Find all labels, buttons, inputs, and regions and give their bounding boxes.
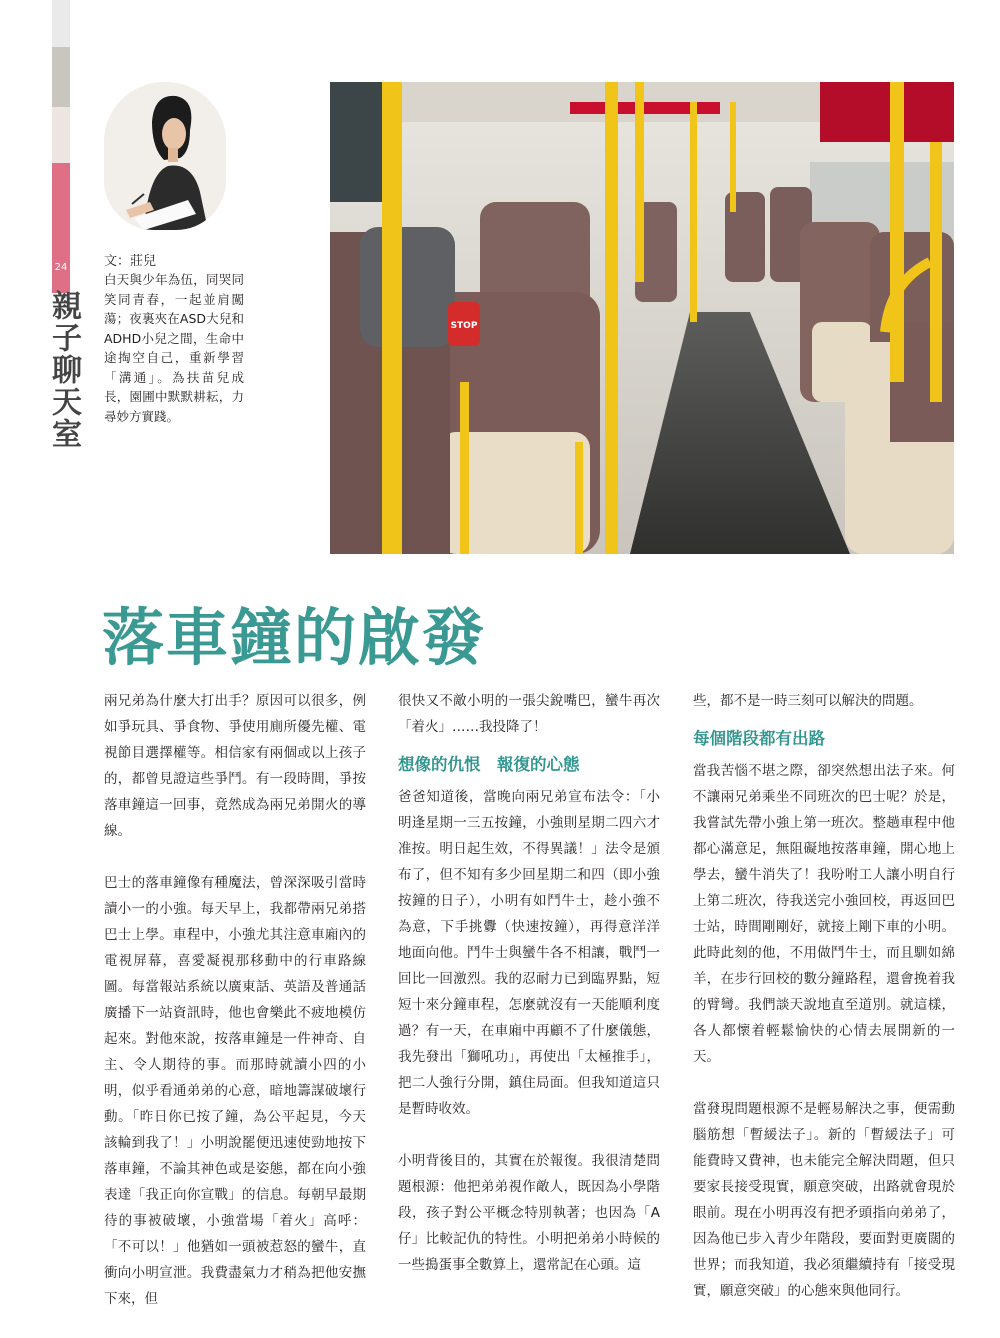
color-strip-pale — [52, 107, 70, 163]
author-portrait — [104, 82, 226, 230]
author-bio: 白天與少年為伍，同哭同笑同青春，一起並肩闖蕩；夜裏夾在ASD大兒和ADHD小兒之間，生命中途掏空自己，重新學習「溝通」。為扶苗兒成長，園圃中默默耕耘，力尋妙方實踐。 — [104, 272, 244, 424]
color-strip-olive — [52, 47, 70, 107]
section-heading: 每個階段都有出路 — [693, 729, 825, 748]
paragraph: 很快又不敵小明的一張尖銳嘴巴，蠻牛再次「着火」……我投降了！ — [398, 693, 660, 735]
color-strip-grey — [52, 0, 70, 47]
stop-button-label: STOP — [450, 321, 478, 331]
article-column-1 — [104, 688, 366, 1338]
paragraph: 兩兄弟為什麼大打出手？原因可以很多，例如爭玩具、爭食物、爭使用廁所優先權、電視節目選擇權等。相信家有兩個或以上孩子的，都曾見證這些爭鬥。有一段時間，爭按落車鐘這一回事，竟然成為兩兄弟開火的導線。 — [104, 693, 366, 839]
paragraph: 當發現問題根源不是輕易解決之事，便需動腦筋想「暫緩法子」。新的「暫緩法子」可能費時又費神，也未能完全解決問題，但只要家長接受現實，願意突破，出路就會現於眼前。現在小明再沒有把矛頭指向弟弟了，因為他已步入青少年階段，要面對更廣闊的世界；而我知道，我必須繼續持有「接受現實，願意突破」的心態來與他同行。 — [693, 1101, 955, 1299]
paragraph: 巴士的落車鐘像有種魔法，曾深深吸引當時讀小一的小強。每天早上，我都帶兩兄弟搭巴士上學。車程中，小強尤其注意車廂內的電視屏幕，喜愛凝視那移動中的行車路線圖。每當報站系統以廣東話、英語及普通話廣播下一站資訊時，他也會樂此不疲地模仿起來。對他來說，按落車鐘是一件神奇、自主、令人期待的事。而那時就讀小四的小明，似乎看通弟弟的心意，暗地籌謀破壞行動。「昨日你已按了鐘，為公平起見，今天該輪到我了！」小明說罷便迅速使勁地按下落車鐘，不論其神色或是姿態，都在向小強表達「我正向你宣戰」的信息。每朝早最期待的事被破壞，小強當場「着火」高呼：「不可以！」他猶如一頭被惹怒的蠻牛，直衝向小明宣泄。我費盡氣力才稍為把他安撫下來，但 — [104, 875, 366, 1307]
article-column-3 — [693, 688, 955, 1330]
paragraph: 爸爸知道後，當晚向兩兄弟宣布法令：「小明逢星期一三五按鐘，小強則星期二四六才准按。明日起生效，不得異議！」法令是頒布了，但不知有多少回星期二和四（即小強按鐘的日子），小明有如鬥牛士，趁小強不為意，下手挑釁（快速按鐘），再得意洋洋地面向他。鬥牛士與蠻牛各不相讓，戰鬥一回比一回激烈。我的忍耐力已到臨界點，短短十來分鐘車程，怎麼就沒有一天能順利度過？有一天，在車廂中再顧不了什麼儀態，我先發出「獅吼功」，再使出「太極推手」，把二人強行分開，鎮住局面。但我知道這只是暫時收效。 — [398, 789, 660, 1117]
column-name: 親子聊天室 — [46, 290, 81, 450]
bus-interior-illustration — [330, 82, 954, 554]
color-strip-pink-bottom — [52, 255, 70, 293]
paragraph: 些，都不是一時三刻可以解決的問題。 — [693, 693, 923, 709]
author-portrait-illustration — [104, 82, 226, 230]
bus-interior-photo — [330, 82, 954, 554]
paragraph: 當我苦惱不堪之際，卻突然想出法子來。何不讓兩兄弟乘坐不同班次的巴士呢？於是，我嘗試先帶小強上第一班次。整趟車程中他都心滿意足，無阻礙地按落車鐘，開心地上學去，蠻牛消失了！我吩咐工人讓小明自行上第二班次，待我送完小強回校，再返回巴士站，時間剛剛好，就接上剛下車的小明。此時此刻的他，不用做鬥牛士，而且馴如綿羊，在步行回校的數分鐘路程，還會挽着我的臂彎。我們談天說地直至道別。就這樣，各人都懷着輕鬆愉快的心情去展開新的一天。 — [693, 763, 955, 1065]
author-byline: 文：莊兒 — [104, 254, 157, 269]
article-column-2 — [398, 688, 660, 1304]
page-number: 24 — [54, 262, 68, 273]
color-strip-pink — [52, 163, 70, 255]
section-heading: 想像的仇恨 報復的心態 — [398, 755, 580, 774]
article-title: 落車鐘的啟發 — [102, 601, 487, 674]
paragraph: 小明背後目的，其實在於報復。我很清楚問題根源：他把弟弟視作敵人，既因為小學階段，孩子對公平概念特別執著；也因為「A仔」比較記仇的特性。小明把弟弟小時候的一些搗蛋事全數算上，還常記在心頭。這 — [398, 1153, 660, 1273]
